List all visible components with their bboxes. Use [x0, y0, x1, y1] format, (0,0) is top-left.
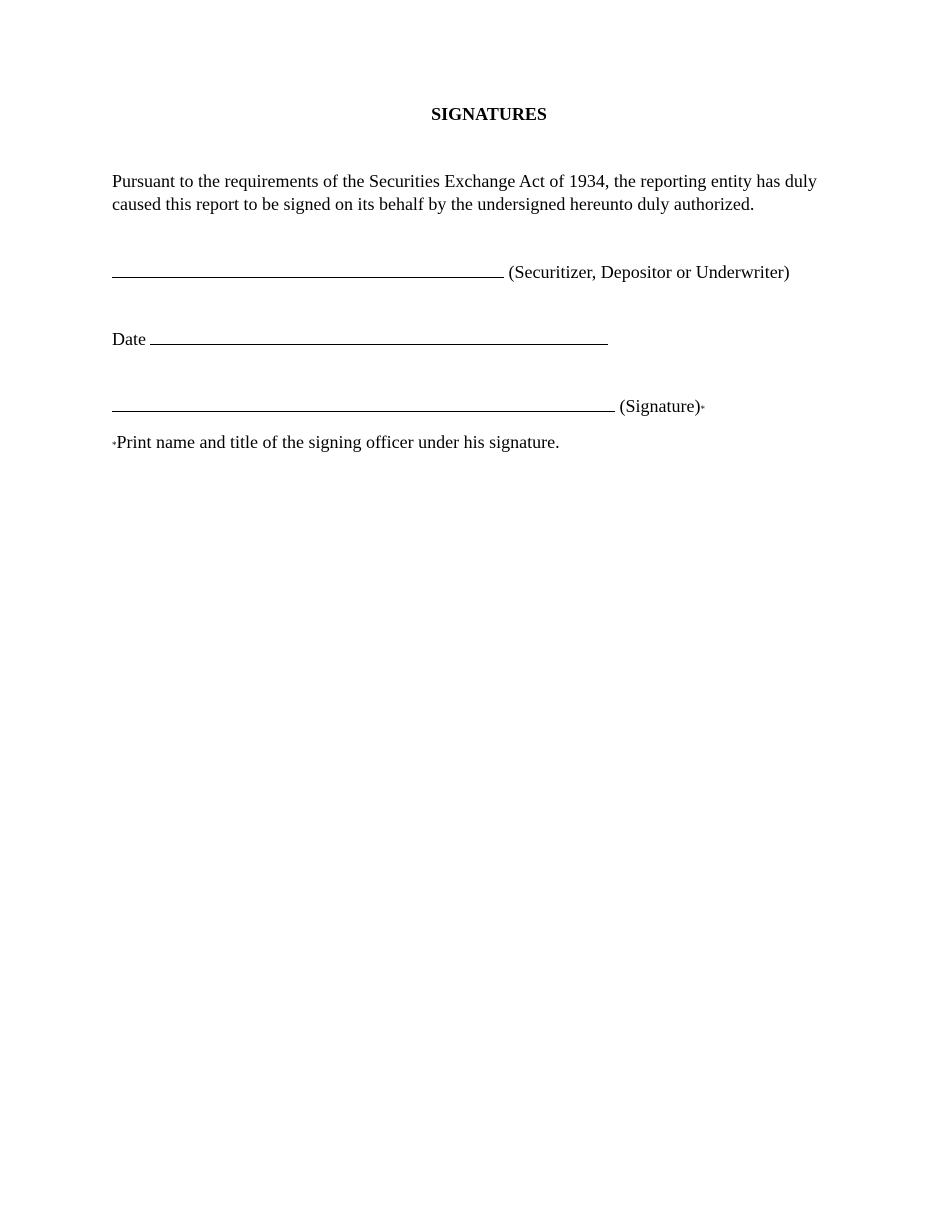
- date-label: Date: [112, 329, 146, 349]
- securitizer-label: (Securitizer, Depositor or Underwriter): [508, 262, 790, 282]
- securitizer-blank[interactable]: [112, 260, 504, 278]
- signature-label: (Signature): [619, 396, 701, 416]
- signature-blank[interactable]: [112, 394, 615, 412]
- footnote-text: Print name and title of the signing officer under his signature.: [116, 432, 560, 452]
- intro-paragraph: Pursuant to the requirements of the Securities Exchange Act of 1934, the reporting entity has duly caused this report to be signed on its behalf by the undersigned hereunto duly authorized.: [112, 171, 817, 214]
- date-blank[interactable]: [150, 327, 608, 345]
- date-line: [112, 327, 608, 350]
- signature-asterisk: *: [700, 404, 705, 414]
- footnote-asterisk: *: [112, 440, 117, 450]
- signature-line: [112, 394, 705, 420]
- footnote: [112, 431, 560, 456]
- securitizer-signature-line: [112, 260, 790, 283]
- page-title: SIGNATURES: [431, 104, 547, 124]
